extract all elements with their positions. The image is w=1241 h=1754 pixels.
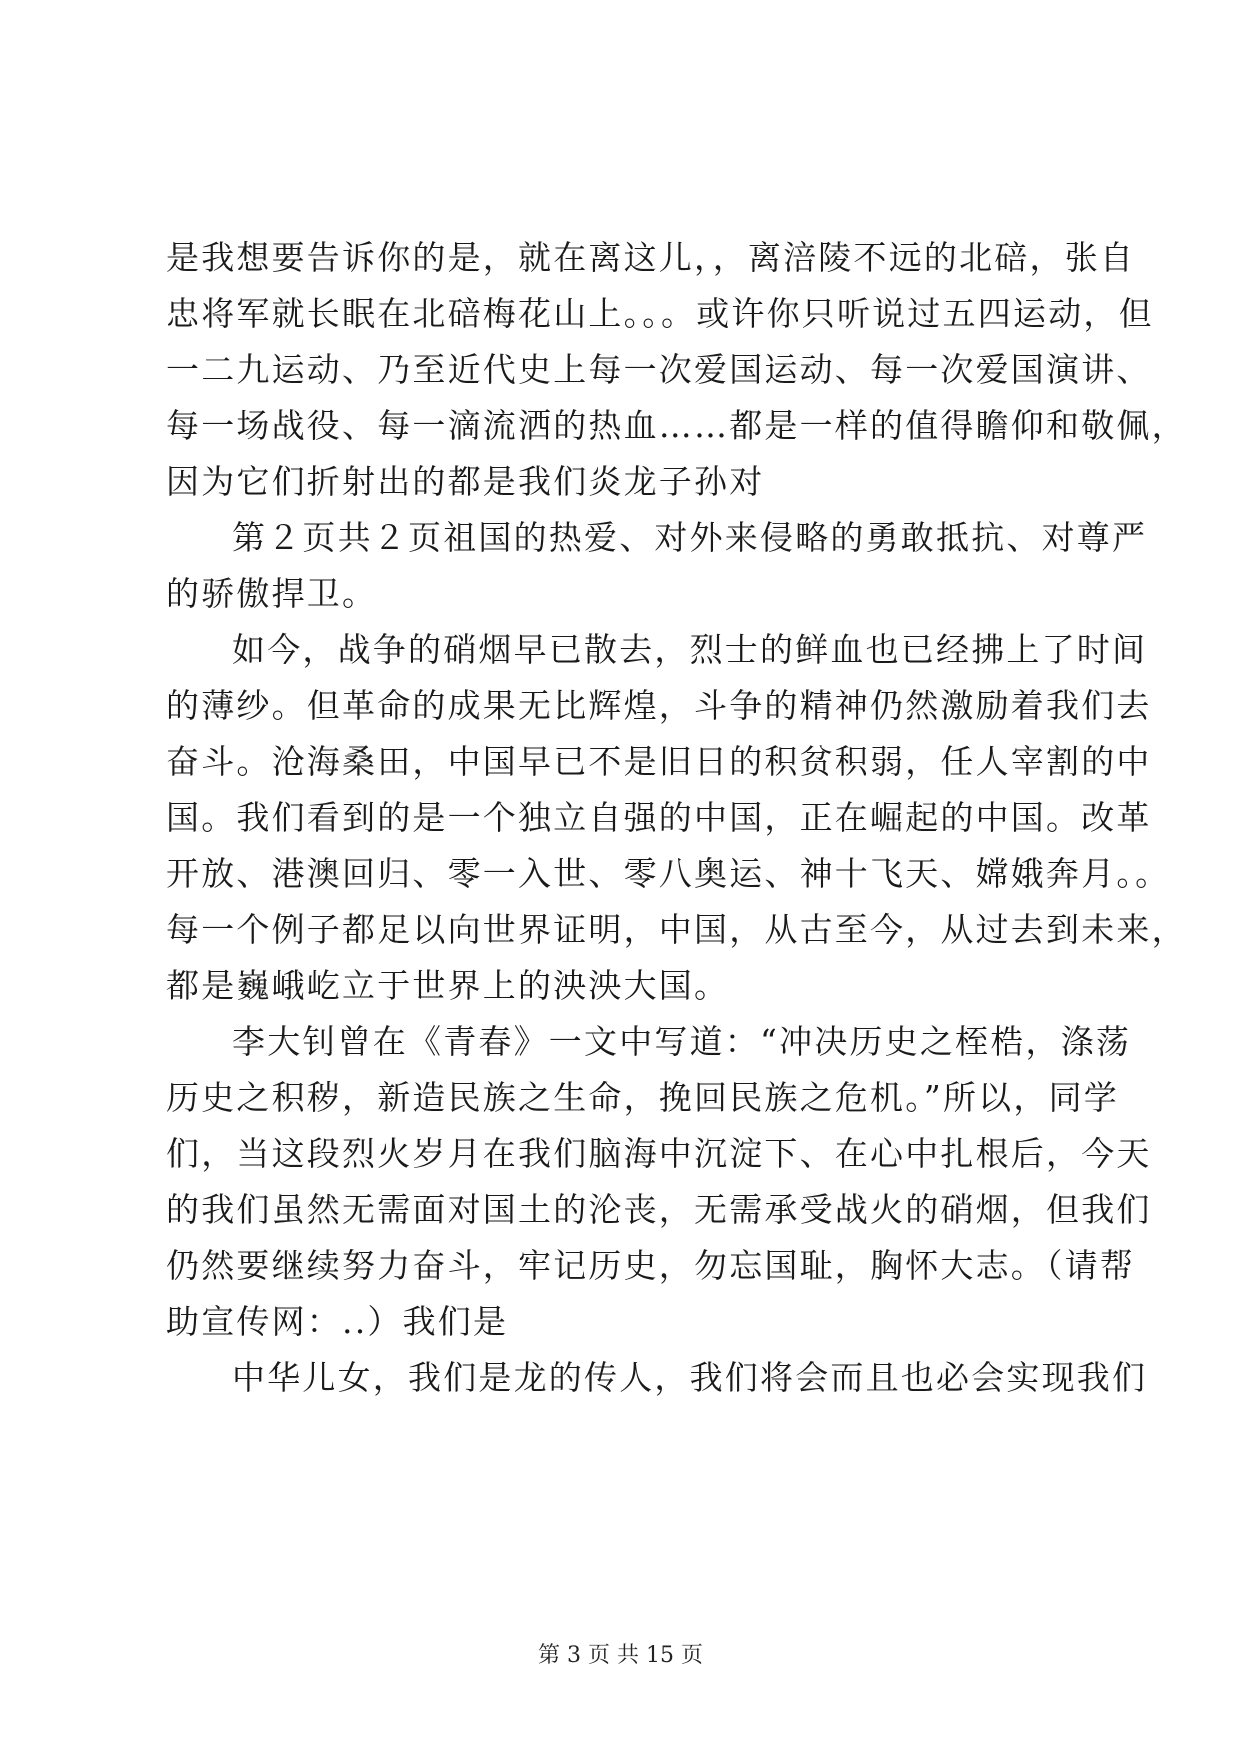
text-line: 的薄纱。但革命的成果无比辉煌，斗争的精神仍然激励着我们去 [166,686,1152,725]
text-line: 是我想要告诉你的是，就在离这儿，，离涪陵不远的北碚，张自 [166,238,1136,277]
text-line: 都是巍峨屹立于世界上的泱泱大国。 [166,966,730,1005]
text-line: 忠将军就长眠在北碚梅花山上。。。或许你只听说过五四运动，但 [166,294,1154,333]
text-line: 每一个例子都足以向世界证明，中国，从古至今，从过去到未来， [166,910,1187,949]
text-line: 奋斗。沧海桑田，中国早已不是旧日的积贫积弱，任人宰割的中 [166,742,1152,781]
text-line: 们，当这段烈火岁月在我们脑海中沉淀下、在心中扎根后，今天 [166,1134,1152,1173]
text-line: 历史之积秽，新造民族之生命，挽回民族之危机。”所以，同学 [166,1078,1119,1117]
body-text [166,230,1187,1406]
text-line: 的骄傲捍卫。 [166,574,378,613]
text-line: 开放、港澳回归、零一入世、零八奥运、神十飞天、嫦娥奔月。。 [166,854,1171,893]
text-line: 因为它们折射出的都是我们炎龙子孙对 [166,462,765,501]
paragraph-start-line: 李大钊曾在《青春》一文中写道：“冲决历史之桎梏，涤荡 [232,1022,1132,1061]
paragraph-start-line: 中华儿女，我们是龙的传人，我们将会而且也必会实现我们 [232,1358,1148,1397]
page-number: 第 3 页 共 15 页 [538,1643,703,1668]
text-line: 国。我们看到的是一个独立自强的中国，正在崛起的中国。改革 [166,798,1152,837]
text-line: 仍然要继续努力奋斗，牢记历史，勿忘国耻，胸怀大志。（请帮 [166,1246,1136,1285]
text-line: 每一场战役、每一滴流洒的热血……都是一样的值得瞻仰和敬佩， [166,406,1187,445]
text-line: 一二九运动、乃至近代史上每一次爱国运动、每一次爱国演讲、 [166,350,1152,389]
text-line: 助宣传网：..）我们是 [166,1302,509,1341]
text-line: 的我们虽然无需面对国土的沦丧，无需承受战火的硝烟，但我们 [166,1190,1152,1229]
paragraph-start-line: 如今，战争的硝烟早已散去，烈士的鲜血也已经拂上了时间 [232,630,1148,669]
paragraph-start-line: 第２页共２页祖国的热爱、对外来侵略的勇敢抵抗、对尊严 [232,518,1148,557]
page-footer [0,1641,1241,1671]
